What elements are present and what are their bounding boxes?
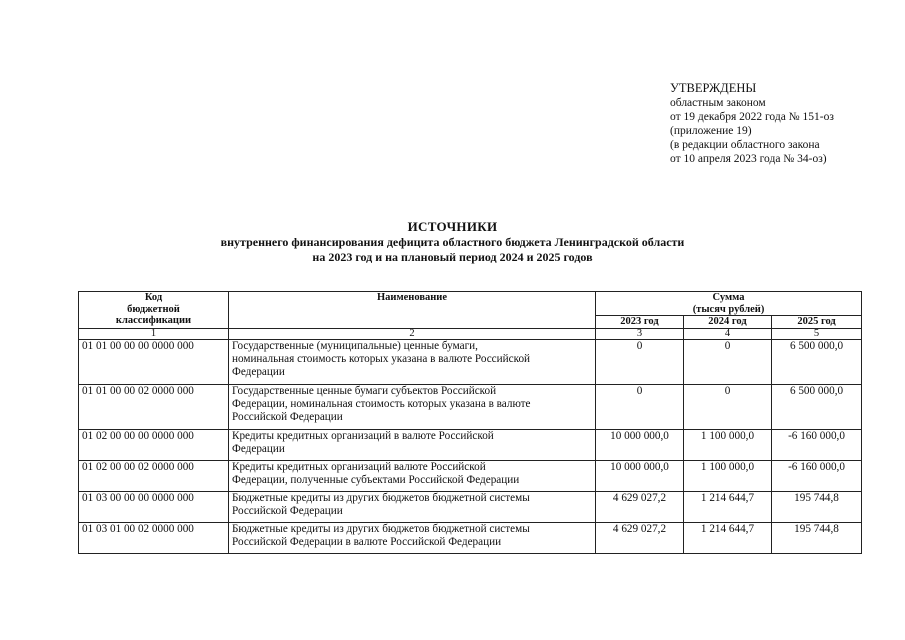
row-name xyxy=(229,429,596,460)
column-number: 3 xyxy=(596,328,684,339)
row-name-line: Бюджетные кредиты из других бюджетов бюджетной системы xyxy=(232,522,530,535)
column-number: 2 xyxy=(229,328,596,339)
row-amount-2025: -6 160 000,0 xyxy=(772,429,862,460)
row-amount-2023: 4 629 027,2 xyxy=(596,491,684,522)
header-sum xyxy=(596,292,862,316)
row-name-line: Государственные (муниципальные) ценные бумаги, xyxy=(232,339,478,352)
row-name xyxy=(229,491,596,522)
row-amount-2024: 0 xyxy=(684,384,772,429)
row-code: 01 02 00 00 00 0000 000 xyxy=(79,429,229,460)
row-code: 01 03 00 00 00 0000 000 xyxy=(79,491,229,522)
header-code-line: классификации xyxy=(115,315,192,326)
title-main: ИСТОЧНИКИ xyxy=(407,219,498,234)
column-number: 1 xyxy=(79,328,229,339)
row-name xyxy=(229,339,596,384)
header-row-top xyxy=(79,292,862,316)
approval-line: областным законом xyxy=(670,97,766,109)
row-name xyxy=(229,384,596,429)
table-row xyxy=(79,339,862,384)
row-amount-2024: 1 214 644,7 xyxy=(684,491,772,522)
row-name-line: Кредиты кредитных организаций валюте Российской xyxy=(232,460,486,473)
column-number: 5 xyxy=(772,328,862,339)
table-row xyxy=(79,384,862,429)
title-subtitle-2: на 2023 год и на плановый период 2024 и 2025 годов xyxy=(312,250,593,264)
header-code xyxy=(79,292,229,329)
header-name: Наименование xyxy=(229,292,596,329)
approval-line: от 19 декабря 2022 года № 151-оз xyxy=(670,111,834,123)
header-year-2024: 2024 год xyxy=(684,316,772,329)
approval-block xyxy=(670,80,834,166)
row-amount-2024: 1 100 000,0 xyxy=(684,460,772,491)
header-sum-line: (тысяч рублей) xyxy=(692,303,765,315)
row-amount-2025: 6 500 000,0 xyxy=(772,384,862,429)
row-amount-2023: 10 000 000,0 xyxy=(596,460,684,491)
row-code: 01 02 00 00 02 0000 000 xyxy=(79,460,229,491)
approval-line: (приложение 19) xyxy=(670,125,752,137)
approval-line: (в редакции областного закона xyxy=(670,139,820,151)
header-year-2023: 2023 год xyxy=(596,316,684,329)
header-year-2025: 2025 год xyxy=(772,316,862,329)
row-name-line: Федерации xyxy=(232,442,285,455)
row-name-line: Федерации, номинальная стоимость которых указана в валюте xyxy=(232,397,531,410)
row-name xyxy=(229,522,596,553)
row-amount-2023: 4 629 027,2 xyxy=(596,522,684,553)
row-amount-2025: 6 500 000,0 xyxy=(772,339,862,384)
row-amount-2025: 195 744,8 xyxy=(772,491,862,522)
row-amount-2024: 0 xyxy=(684,339,772,384)
header-code-line: Код xyxy=(144,292,163,303)
row-amount-2024: 1 214 644,7 xyxy=(684,522,772,553)
title-subtitle-1: внутреннего финансирования дефицита областного бюджета Ленинградской области xyxy=(220,235,685,249)
row-amount-2023: 0 xyxy=(596,339,684,384)
document-title xyxy=(0,219,905,265)
row-name xyxy=(229,460,596,491)
table-row xyxy=(79,429,862,460)
row-name-line: Государственные ценные бумаги субъектов Российской xyxy=(232,384,497,397)
row-amount-2025: 195 744,8 xyxy=(772,522,862,553)
row-name-line: Федерации xyxy=(232,365,285,378)
row-name-line: номинальная стоимость которых указана в валюте Российской xyxy=(232,352,531,365)
sources-table xyxy=(78,291,862,554)
row-amount-2023: 10 000 000,0 xyxy=(596,429,684,460)
row-amount-2024: 1 100 000,0 xyxy=(684,429,772,460)
approval-line: от 10 апреля 2023 года № 34-оз) xyxy=(670,153,827,165)
header-sum-line: Сумма xyxy=(712,292,745,303)
row-amount-2025: -6 160 000,0 xyxy=(772,460,862,491)
table-row xyxy=(79,522,862,553)
row-name-line: Российской Федерации xyxy=(232,410,343,423)
row-name-line: Федерации, полученные субъектами Российской Федерации xyxy=(232,473,520,486)
row-name-line: Российской Федерации в валюте Российской Федерации xyxy=(232,535,502,548)
column-numbers-row xyxy=(79,328,862,339)
approval-heading: УТВЕРЖДЕНЫ xyxy=(670,81,757,95)
row-name-line: Российской Федерации xyxy=(232,504,343,517)
table-row xyxy=(79,491,862,522)
row-name-line: Бюджетные кредиты из других бюджетов бюджетной системы xyxy=(232,491,530,504)
row-name-line: Кредиты кредитных организаций в валюте Российской xyxy=(232,429,494,442)
row-amount-2023: 0 xyxy=(596,384,684,429)
header-code-line: бюджетной xyxy=(127,303,180,315)
column-number: 4 xyxy=(684,328,772,339)
row-code: 01 01 00 00 02 0000 000 xyxy=(79,384,229,429)
row-code: 01 03 01 00 02 0000 000 xyxy=(79,522,229,553)
row-code: 01 01 00 00 00 0000 000 xyxy=(79,339,229,384)
table-row xyxy=(79,460,862,491)
